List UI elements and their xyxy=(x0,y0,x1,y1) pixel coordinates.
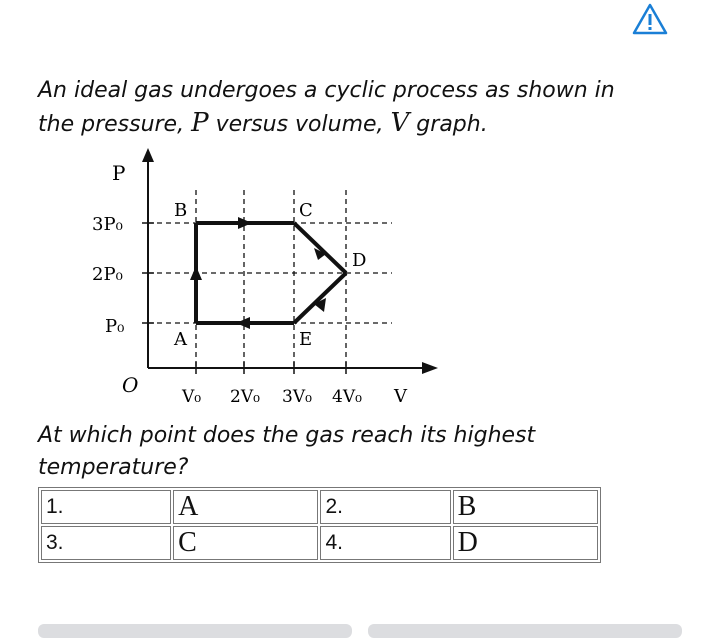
v-tick-2v0: 2V₀ xyxy=(230,387,260,407)
pv-diagram xyxy=(70,140,450,420)
option-2-value[interactable]: B xyxy=(453,490,598,524)
question-line-2-end: graph. xyxy=(409,112,488,137)
option-4-value[interactable]: D xyxy=(453,526,598,560)
v-axis-arrow xyxy=(422,362,438,374)
v-tick-4v0: 4V₀ xyxy=(332,387,362,407)
question-line-2-start: the pressure, xyxy=(38,112,192,137)
v-gridlines xyxy=(196,190,346,368)
option-3-number[interactable]: 3. xyxy=(41,526,171,560)
volume-symbol: V xyxy=(390,108,410,138)
question-line-2-mid: versus volume, xyxy=(208,112,391,137)
p-tick-2p0: 2P₀ xyxy=(92,264,123,285)
pressure-symbol: P xyxy=(191,108,209,138)
origin-label: O xyxy=(122,373,139,397)
v-tick-v0: V₀ xyxy=(182,387,202,407)
p-axis-arrow xyxy=(142,148,154,162)
point-label-d: D xyxy=(352,250,367,271)
question-text xyxy=(38,74,688,141)
h-gridlines xyxy=(148,223,392,323)
point-label-a: A xyxy=(174,329,187,350)
v-axis-label: V xyxy=(394,386,407,407)
option-3-value[interactable]: C xyxy=(173,526,318,560)
prompt-line-2: temperature? xyxy=(38,455,189,480)
warning-icon[interactable] xyxy=(632,2,668,36)
option-1-number[interactable]: 1. xyxy=(41,490,171,524)
option-4-number[interactable]: 4. xyxy=(320,526,450,560)
options-row xyxy=(41,490,598,524)
option-1-value[interactable]: A xyxy=(173,490,318,524)
point-label-e: E xyxy=(299,329,313,350)
point-label-b: B xyxy=(174,200,188,221)
options-row xyxy=(41,526,598,560)
p-axis-label: P xyxy=(112,161,126,185)
p-tick-3p0: 3P₀ xyxy=(92,214,123,235)
prompt-line-1: At which point does the gas reach its highest xyxy=(38,423,536,448)
prompt-text xyxy=(38,420,638,484)
p-tick-p0: P₀ xyxy=(105,316,125,337)
answer-options-table xyxy=(38,487,601,563)
v-tick-3v0: 3V₀ xyxy=(282,387,312,407)
question-line-1: An ideal gas undergoes a cyclic process as shown in xyxy=(38,78,615,103)
option-2-number[interactable]: 2. xyxy=(320,490,450,524)
point-label-c: C xyxy=(299,200,313,221)
